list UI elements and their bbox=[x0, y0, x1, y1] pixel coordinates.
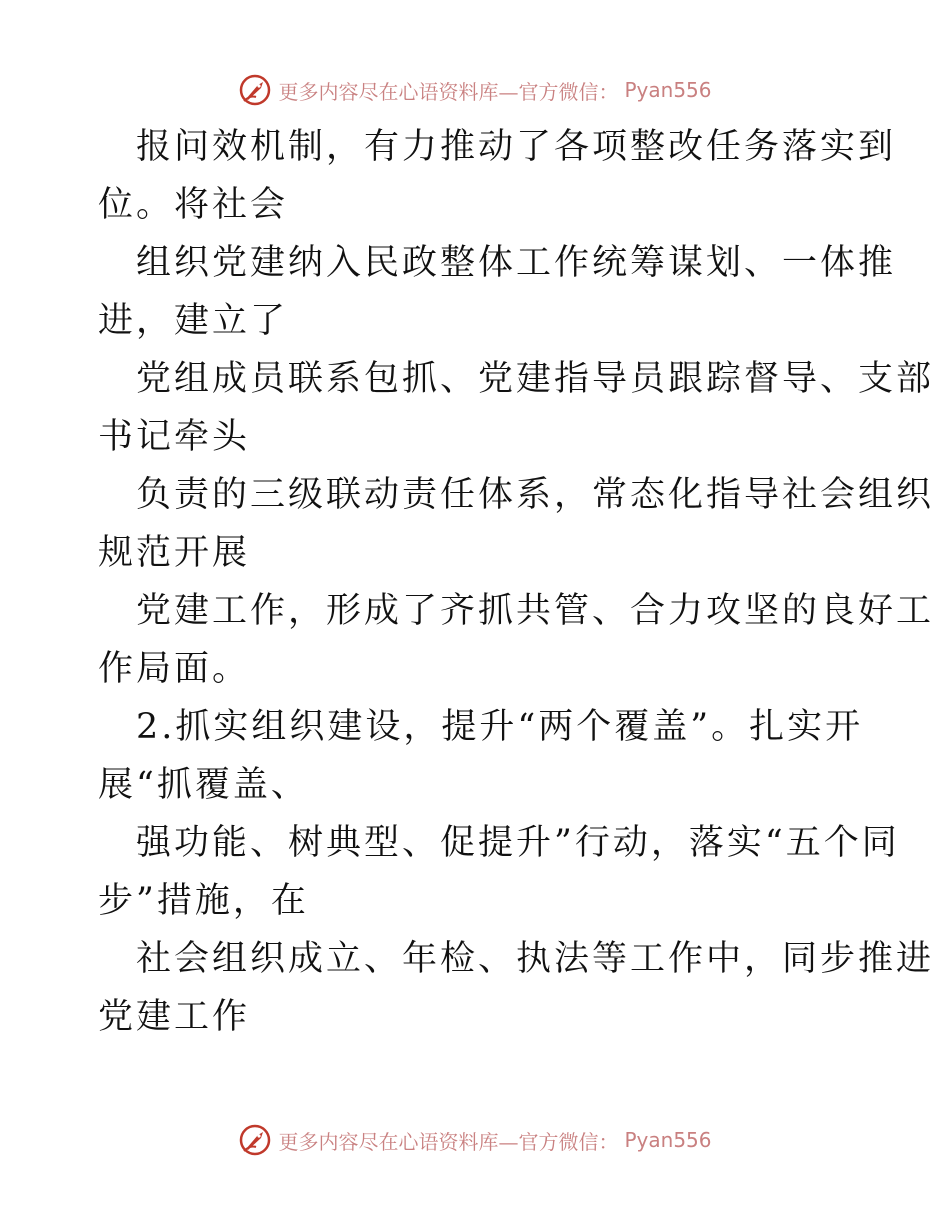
footer-watermark bbox=[0, 1120, 950, 1160]
body-line: 党组成员联系包抓、党建指导员跟踪督导、支部 bbox=[136, 359, 935, 399]
body-line: 强功能、树典型、促提升”行动，落实“五个同 bbox=[136, 823, 900, 863]
body-line: 展“抓覆盖、 bbox=[98, 765, 309, 805]
watermark-wechat-id: Pyan556 bbox=[624, 1128, 712, 1152]
header-watermark bbox=[0, 70, 950, 110]
watermark-text: 更多内容尽在心语资料库—官方微信： bbox=[278, 79, 619, 104]
body-line: 党建工作，形成了齐抓共管、合力攻坚的良好工 bbox=[136, 591, 935, 631]
body-line: 组织党建纳入民政整体工作统筹谋划、一体推 bbox=[136, 243, 897, 283]
body-line: 报问效机制，有力推动了各项整改任务落实到 bbox=[136, 127, 897, 167]
body-line: 社会组织成立、年检、执法等工作中，同步推进 bbox=[136, 939, 935, 979]
body-line: 2.抓实组织建设，提升“两个覆盖”。扎实开 bbox=[136, 707, 864, 747]
watermark-text: 更多内容尽在心语资料库—官方微信： bbox=[278, 1129, 619, 1154]
body-line: 位。将社会 bbox=[98, 185, 289, 225]
body-line: 规范开展 bbox=[98, 533, 251, 573]
watermark-wechat-id: Pyan556 bbox=[624, 78, 712, 102]
body-line: 进，建立了 bbox=[98, 301, 289, 341]
document-body bbox=[98, 118, 935, 1046]
pen-nib-circle-icon bbox=[238, 1123, 272, 1157]
body-line: 步”措施，在 bbox=[98, 881, 309, 921]
body-line: 作局面。 bbox=[98, 649, 251, 689]
body-line: 党建工作 bbox=[98, 997, 251, 1037]
pen-nib-circle-icon bbox=[238, 73, 272, 107]
body-line: 负责的三级联动责任体系，常态化指导社会组织 bbox=[136, 475, 935, 515]
body-line: 书记牵头 bbox=[98, 417, 251, 457]
